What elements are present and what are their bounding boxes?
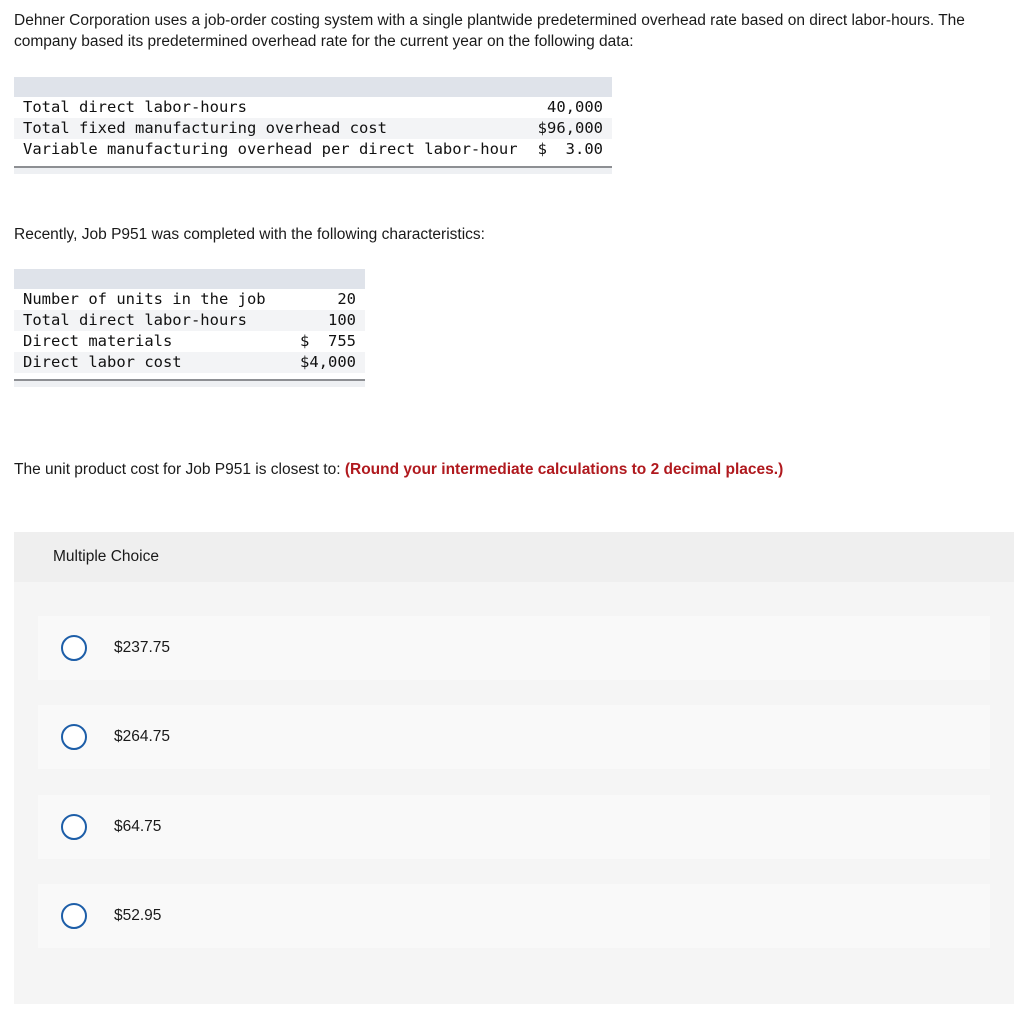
choice-option-1[interactable] — [38, 616, 990, 680]
choice-option-4[interactable] — [38, 884, 990, 948]
job-intro-text: Recently, Job P951 was completed with the following characteristics: — [14, 226, 485, 243]
overhead-data-table — [14, 77, 612, 174]
row-value: $ 755 — [300, 332, 356, 350]
radio-button-icon[interactable] — [61, 814, 87, 840]
row-value: $96,000 — [537, 119, 603, 137]
question-text — [14, 461, 783, 479]
choice-option-2[interactable] — [38, 705, 990, 769]
choice-label: $264.75 — [114, 728, 171, 745]
question-prompt: The unit product cost for Job P951 is closest to: — [14, 461, 341, 478]
table-footer-rule — [14, 379, 365, 387]
choice-label: $64.75 — [114, 818, 162, 835]
multiple-choice-panel — [14, 532, 1014, 1004]
table-header-bar — [14, 269, 365, 289]
row-label: Total fixed manufacturing overhead cost — [23, 119, 387, 137]
row-value: $4,000 — [300, 353, 356, 371]
radio-button-icon[interactable] — [61, 724, 87, 750]
multiple-choice-header: Multiple Choice — [14, 532, 1014, 582]
table-footer-rule — [14, 166, 612, 174]
choice-label: $52.95 — [114, 907, 162, 924]
row-value: $ 3.00 — [537, 140, 603, 158]
table-row — [14, 331, 365, 352]
table-row — [14, 289, 365, 310]
row-label: Direct materials — [23, 332, 173, 350]
table-header-bar — [14, 77, 612, 97]
radio-button-icon[interactable] — [61, 635, 87, 661]
row-label: Total direct labor-hours — [23, 311, 247, 329]
row-label: Total direct labor-hours — [23, 98, 247, 116]
row-value: 100 — [328, 311, 356, 329]
table-row — [14, 310, 365, 331]
row-value: 40,000 — [547, 98, 603, 116]
table-row — [14, 352, 365, 373]
choice-label: $237.75 — [114, 639, 171, 656]
job-characteristics-table — [14, 269, 365, 387]
row-label: Variable manufacturing overhead per direct labor-hour — [23, 140, 518, 158]
problem-intro: Dehner Corporation uses a job-order costing system with a single plantwide predetermined overhead rate based on direct labor-hours. The company based its predetermined overhead rate for the current year on the following data: — [14, 12, 965, 50]
choice-option-3[interactable] — [38, 795, 990, 859]
table-row — [14, 118, 612, 139]
table-row — [14, 97, 612, 118]
row-label: Number of units in the job — [23, 290, 266, 308]
table-row — [14, 139, 612, 160]
radio-button-icon[interactable] — [61, 903, 87, 929]
row-value: 20 — [337, 290, 356, 308]
rounding-instruction: (Round your intermediate calculations to 2 decimal places.) — [344, 461, 784, 478]
row-label: Direct labor cost — [23, 353, 182, 371]
